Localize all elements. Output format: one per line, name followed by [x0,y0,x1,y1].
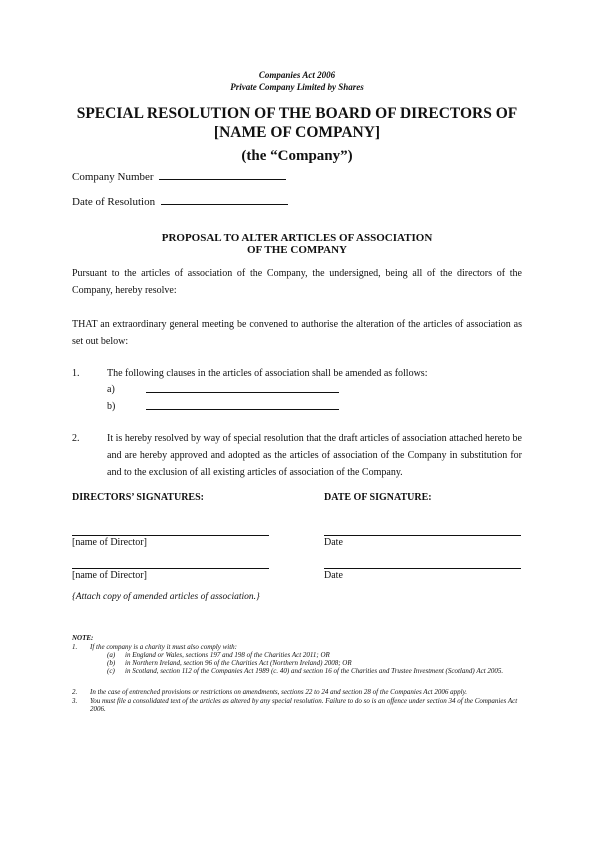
director-2-name: [name of Director] [72,570,147,581]
item-2-text: It is hereby resolved by way of special resolution that the draft articles of association attached hereto be and are hereby approved and adopted as the articles of association of the Company in substitution for and to the exclusion of all existing articles of association of the Company. [107,433,522,478]
resolution-title-line2: [NAME OF COMPANY] [213,124,381,141]
directors-signatures-heading: DIRECTORS’ SIGNATURES: [72,492,204,503]
date-of-resolution-blank[interactable] [161,195,288,205]
date-of-signature-heading: DATE OF SIGNATURE: [324,492,432,503]
note-1c-letter: (c) [107,667,115,675]
note-2-number: 2. [72,688,78,696]
company-type: Private Company Limited by Shares [230,82,364,92]
item-2-number: 2. [72,433,80,444]
intro-paragraph: Pursuant to the articles of association of the Company, the undersigned, being all of the directors of the Company, hereby resolve: [72,268,522,296]
company-number-field [72,170,286,183]
item-1-text: The following clauses in the articles of association shall be amended as follows: [107,368,428,379]
date-of-resolution-field [72,195,288,208]
item-1a-blank[interactable] [146,392,339,393]
proposal-heading-line2: OF THE COMPANY [246,244,347,256]
note-1b-text: in Northern Ireland, section 96 of the Charities Act (Northern Ireland) 2008; OR [125,659,352,667]
attach-note: {Attach copy of amended articles of association.} [72,592,260,602]
date-2-signature-line[interactable] [324,568,521,569]
company-subtitle: (the “Company”) [241,148,353,164]
notes-heading: NOTE: [72,634,94,642]
item-1b-letter: b) [107,401,116,412]
note-3-text: You must file a consolidated text of the articles as altered by any special resolution. Failure to do so is an offence under section 34 of the Companies Act 2006. [90,697,518,713]
note-1c-text: in Scotland, section 112 of the Companies Act 1989 (c. 40) and section 16 of the Charities and Trustee Investment (Scotland) Act 2005. [125,667,504,675]
proposal-heading-line1: PROPOSAL TO ALTER ARTICLES OF ASSOCIATION [161,232,433,244]
date-of-resolution-label: Date of Resolution [72,196,156,208]
note-1-number: 1. [72,643,78,651]
date-2-label: Date [324,570,343,581]
note-1b-letter: (b) [107,659,116,667]
date-1-label: Date [324,537,343,548]
note-3-number: 3. [72,697,78,705]
item-1b-blank[interactable] [146,409,339,410]
director-1-signature-line[interactable] [72,535,269,536]
note-1a-letter: (a) [107,651,116,659]
note-1-text: If the company is a charity it must also comply with: [90,643,237,651]
resolution-title-line1: SPECIAL RESOLUTION OF THE BOARD OF DIRECTORS OF [76,105,518,122]
item-1a-letter: a) [107,384,115,395]
act-title: Companies Act 2006 [258,70,336,80]
company-number-blank[interactable] [159,170,286,180]
date-1-signature-line[interactable] [324,535,521,536]
that-paragraph: THAT an extraordinary general meeting be convened to authorise the alteration of the articles of association as set out below: [72,319,522,347]
director-1-name: [name of Director] [72,537,147,548]
note-2-text: In the case of entrenched provisions or restrictions on amendments, sections 22 to 24 and section 28 of the Companies Act 2006 apply. [90,688,468,696]
director-2-signature-line[interactable] [72,568,269,569]
item-1-number: 1. [72,368,80,379]
company-number-label: Company Number [72,171,154,183]
note-1a-text: in England or Wales, sections 197 and 198 of the Charities Act 2011; OR [125,651,330,659]
